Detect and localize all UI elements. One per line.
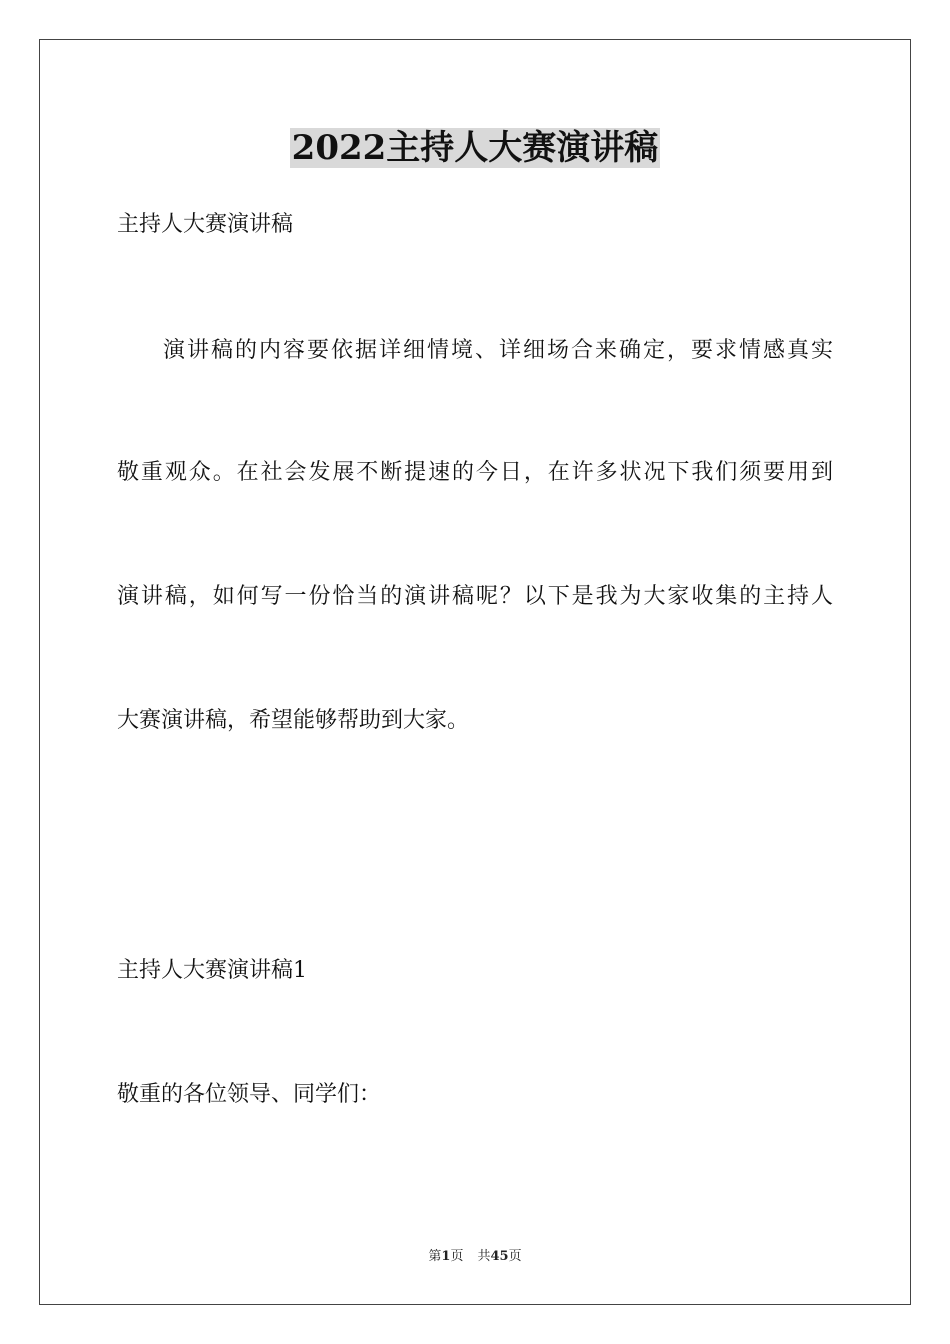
footer-total-suffix: 页 <box>508 1249 522 1264</box>
paragraph-line-1: 演讲稿的内容要依据详细情境、详细场合来确定，要求情感真实 <box>163 338 833 363</box>
footer-total-pages: 45 <box>490 1249 509 1264</box>
section-heading: 主持人大赛演讲稿1 <box>117 958 307 983</box>
footer-page-prefix: 第 <box>428 1249 442 1264</box>
paragraph-line-2: 敬重观众。在社会发展不断提速的今日，在许多状况下我们须要用到 <box>117 460 833 485</box>
paragraph-line-4: 大赛演讲稿，希望能够帮助到大家。 <box>117 708 470 733</box>
document-title: 2022主持人大赛演讲稿 <box>291 128 659 168</box>
title-container <box>0 128 950 168</box>
paragraph-line-3: 演讲稿，如何写一份恰当的演讲稿呢？以下是我为大家收集的主持人 <box>117 584 833 609</box>
page-footer <box>0 1248 950 1266</box>
salutation-line: 敬重的各位领导、同学们： <box>117 1082 382 1107</box>
footer-page-suffix: 页 <box>450 1249 464 1264</box>
footer-total-prefix: 共 <box>477 1249 491 1264</box>
footer-page-number: 1 <box>441 1249 451 1264</box>
subtitle-line: 主持人大赛演讲稿 <box>117 212 294 237</box>
